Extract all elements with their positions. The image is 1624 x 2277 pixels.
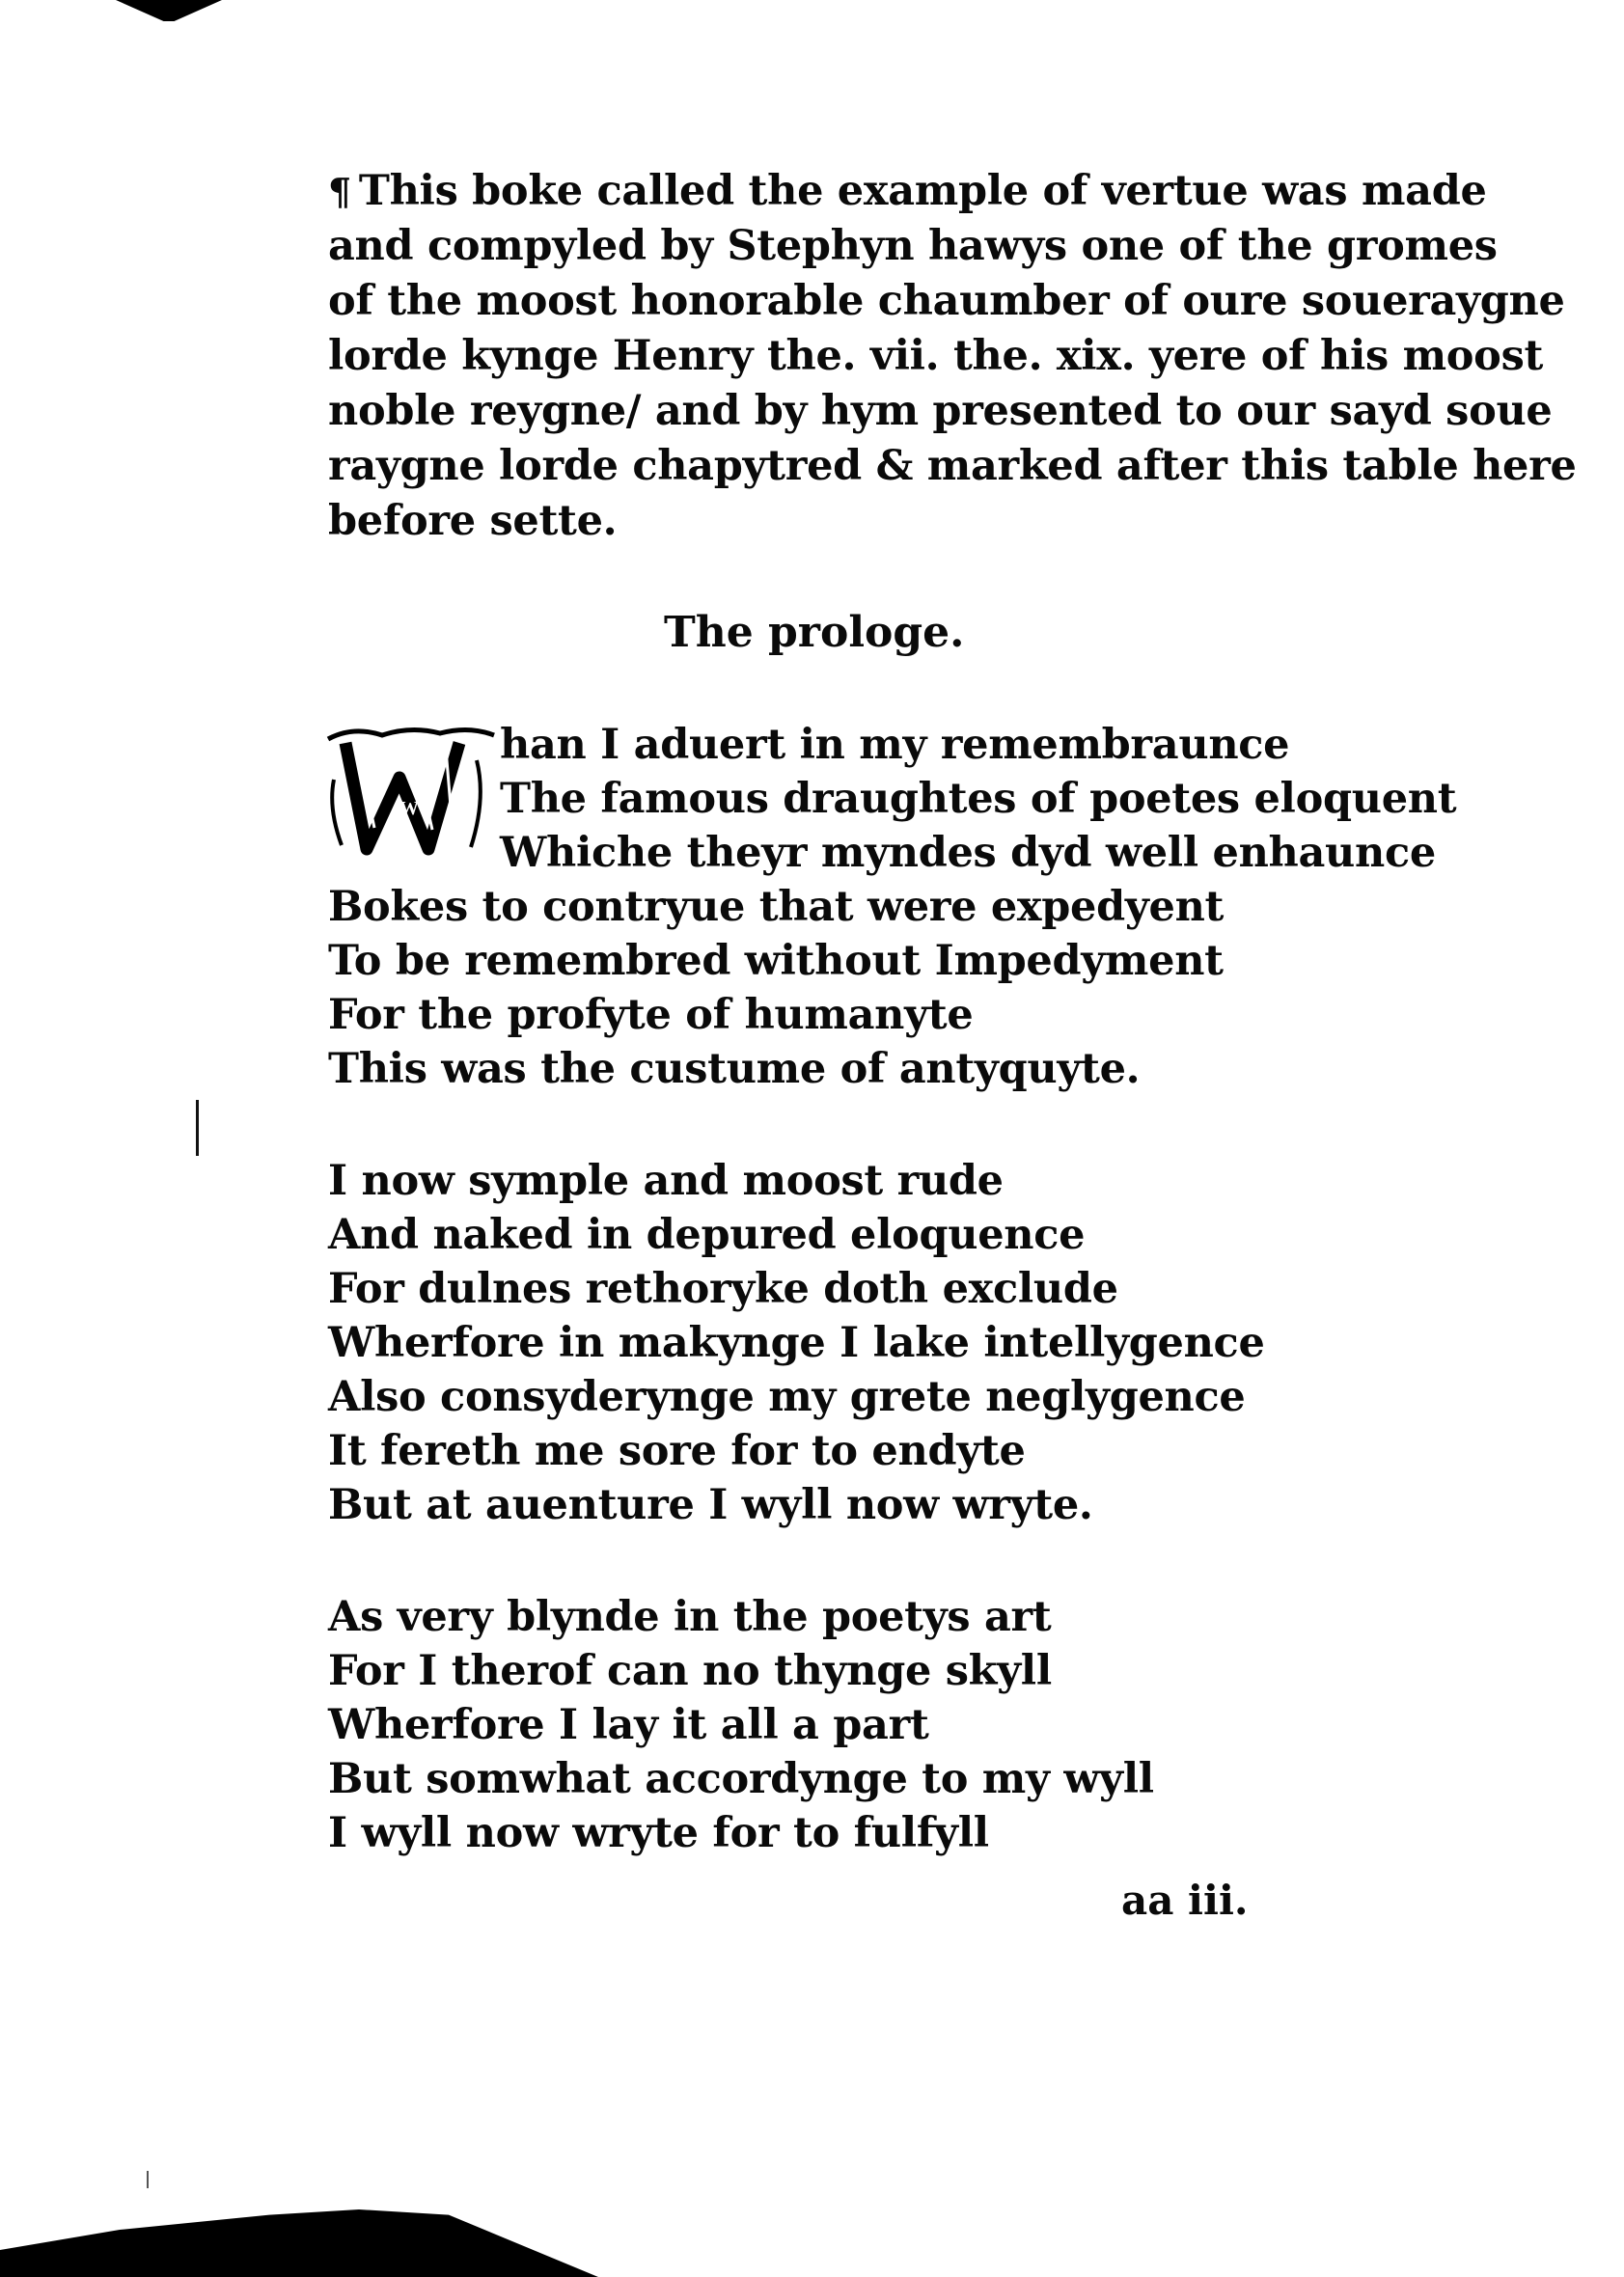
verse-line: For dulnes rethoryke doth exclude	[328, 1265, 1118, 1313]
initial-letter: W	[399, 798, 419, 819]
scan-mark-small	[147, 2171, 149, 2188]
verse-line: Whiche theyr myndes dyd well enhaunce	[500, 829, 1436, 877]
verse-line: Wherfore I lay it all a part	[328, 1701, 929, 1749]
verse-line: Also consyderynge my grete neglygence	[328, 1373, 1246, 1421]
verse-line: This was the custume of antyquyte.	[328, 1045, 1141, 1093]
verse-line: Bokes to contryue that were expedyent	[328, 883, 1225, 931]
colophon-line: and compyled by Stephyn hawys one of the gromes	[328, 222, 1498, 270]
verse-line: And naked in depured eloquence	[328, 1211, 1086, 1259]
decorated-initial	[324, 722, 498, 866]
colophon-line: of the moost honorable chaumber of oure soueraygne	[328, 277, 1565, 325]
verse-line: For the profyte of humanyte	[328, 991, 974, 1039]
colophon-line: raygne lorde chapytred & marked after this table here	[328, 442, 1577, 490]
verse-line: It fereth me sore for to endyte	[328, 1427, 1026, 1475]
verse-line: But somwhat accordynge to my wyll	[328, 1755, 1154, 1803]
verse-line: For I therof can no thynge skyll	[328, 1647, 1052, 1695]
scan-artifact-top	[116, 0, 222, 21]
colophon-line: lorde kynge Henry the. vii. the. xix. yere of his moost	[328, 332, 1544, 380]
scan-mark	[196, 1100, 199, 1156]
verse-line: I now symple and moost rude	[328, 1157, 1004, 1205]
signature-mark: aa iii.	[1121, 1877, 1249, 1924]
verse-line: The famous draughtes of poetes eloquent	[500, 775, 1457, 823]
colophon-line: ¶ This boke called the example of vertue was made	[328, 167, 1487, 215]
verse-line: han I aduert in my remembraunce	[500, 721, 1290, 769]
verse-line: Wherfore in makynge I lake intellygence	[328, 1319, 1265, 1367]
verse-line: But at auenture I wyll now wryte.	[328, 1481, 1093, 1529]
scan-artifact-bottom	[0, 2209, 598, 2277]
verse-line: As very blynde in the poetys art	[328, 1593, 1052, 1641]
colophon-line: noble reygne/ and by hym presented to our sayd soue	[328, 387, 1553, 435]
verse-line: I wyll now wryte for to fulfyll	[328, 1809, 989, 1857]
prologue-heading: The prologe.	[664, 608, 965, 657]
colophon-line: before sette.	[328, 497, 618, 545]
pilcrow-icon: ¶	[328, 170, 351, 213]
verse-line: To be remembred without Impedyment	[328, 937, 1224, 985]
